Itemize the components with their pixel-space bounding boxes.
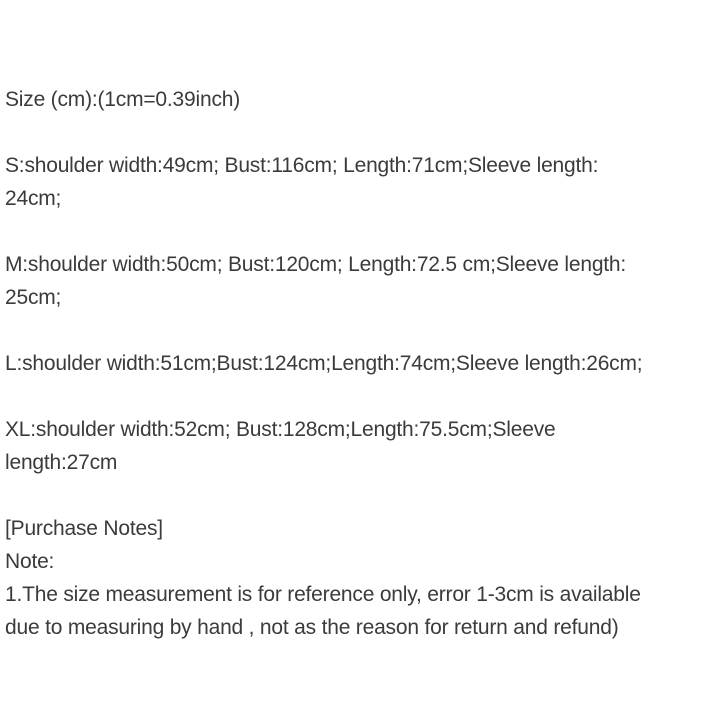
size-s-line-2: 24cm;	[5, 187, 62, 210]
size-xl-line-2: length:27cm	[5, 451, 118, 474]
size-m-line-1: M:shoulder width:50cm; Bust:120cm; Length:72.5 cm;Sleeve length:	[5, 253, 627, 276]
purchase-notes-title: [Purchase Notes]	[5, 517, 163, 540]
size-s-line-1: S:shoulder width:49cm; Bust:116cm; Length:71cm;Sleeve length:	[5, 154, 599, 177]
size-xl-line-1: XL:shoulder width:52cm; Bust:128cm;Length:75.5cm;Sleeve	[5, 418, 556, 441]
note-label: Note:	[5, 550, 55, 573]
size-l-line-1: L:shoulder width:51cm;Bust:124cm;Length:74cm;Sleeve length:26cm;	[5, 352, 643, 375]
note-line-2: due to measuring by hand , not as the reason for return and refund)	[5, 616, 619, 639]
size-m-line-2: 25cm;	[5, 286, 62, 309]
note-line-1: 1.The size measurement is for reference only, error 1-3cm is available	[5, 583, 641, 606]
size-header: Size (cm):(1cm=0.39inch)	[5, 88, 241, 111]
